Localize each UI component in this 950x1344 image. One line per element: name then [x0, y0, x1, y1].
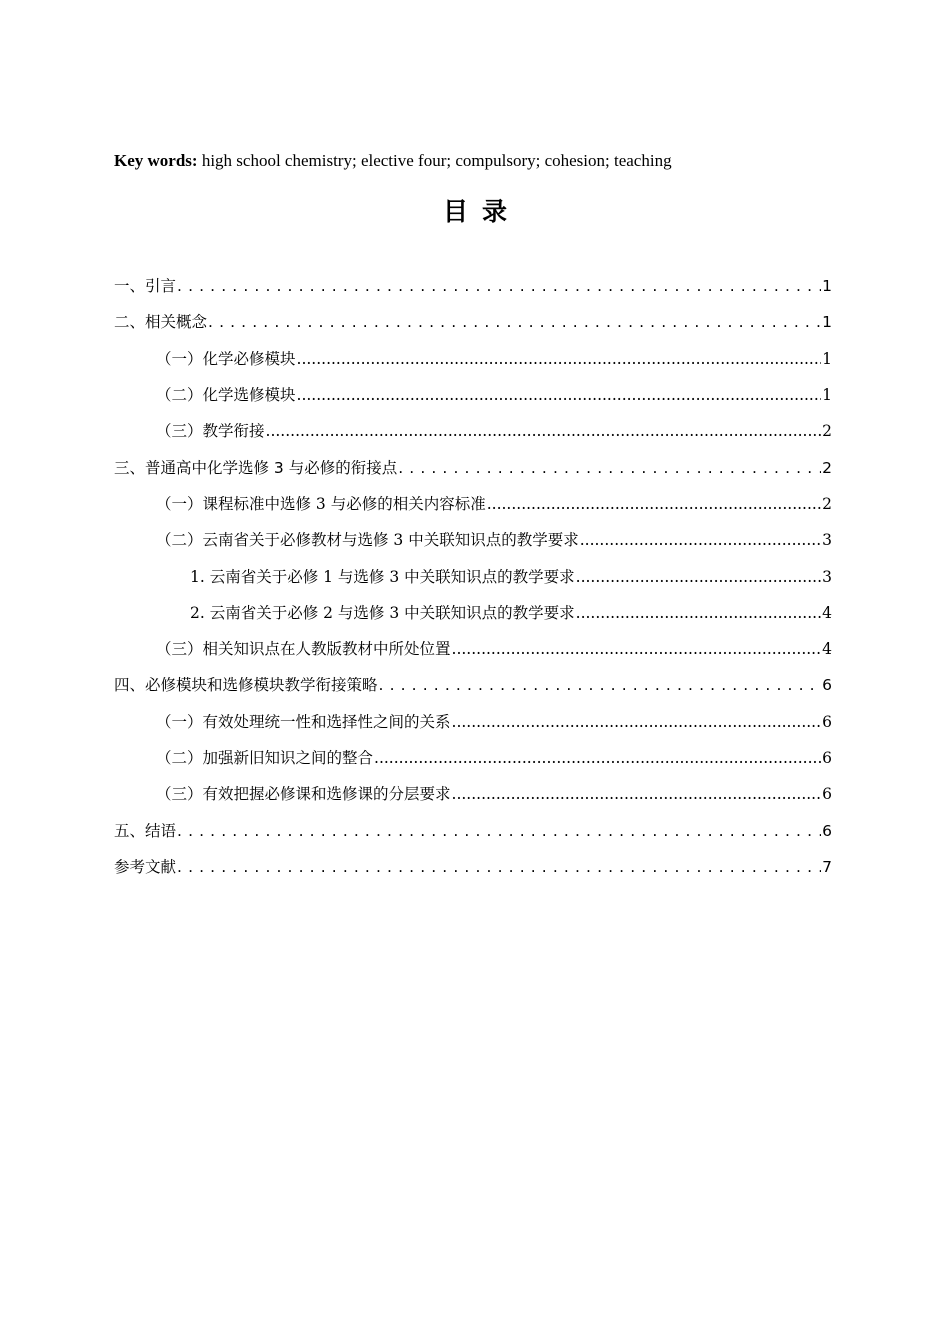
- toc-entry[interactable]: [114, 486, 832, 522]
- toc-entry[interactable]: [114, 341, 832, 377]
- toc-dot-leader: [297, 385, 822, 405]
- toc-dot-leader: [452, 639, 822, 659]
- toc-entry-page-number: 1: [822, 386, 832, 405]
- toc-entry-title: （一）有效处理统一性和选择性之间的关系: [156, 712, 451, 731]
- toc-entry-page-number: 3: [822, 531, 832, 550]
- toc-entry-title: 1. 云南省关于必修 1 与选修 3 中关联知识点的教学要求: [190, 567, 575, 586]
- toc-entry-title: （一）课程标准中选修 3 与必修的相关内容标准: [156, 494, 486, 513]
- toc-entry-page-number: 6: [822, 749, 832, 767]
- keywords-text: high school chemistry; elective four; compulsory; cohesion; teaching: [197, 151, 672, 170]
- toc-dot-leader: [452, 784, 822, 804]
- toc-entry[interactable]: [114, 304, 832, 340]
- toc-entry[interactable]: [114, 812, 832, 848]
- toc-entry-page-number: 6: [822, 712, 832, 731]
- toc-entry-title: （二）化学选修模块: [156, 386, 296, 405]
- table-of-contents: [114, 268, 832, 885]
- toc-entry-page-number: 1: [822, 313, 832, 332]
- toc-entry[interactable]: [114, 849, 832, 885]
- keywords-line: [114, 149, 874, 173]
- toc-dot-leader: [297, 349, 822, 369]
- toc-entry[interactable]: [114, 667, 832, 703]
- toc-entry-page-number: 1: [822, 277, 832, 296]
- toc-dot-leader: [266, 421, 822, 441]
- toc-entry-title: 二、相关概念: [114, 313, 208, 332]
- keywords-label: Key words:: [114, 151, 198, 170]
- toc-entry[interactable]: [114, 776, 832, 812]
- toc-dot-leader: [208, 312, 821, 332]
- toc-entry-title: （三）相关知识点在人教版教材中所处位置: [156, 640, 451, 659]
- toc-entry-title: （二）加强新旧知识之间的整合: [156, 749, 374, 767]
- toc-dot-leader: [576, 567, 821, 587]
- toc-dot-leader: [580, 530, 821, 550]
- toc-entry[interactable]: [114, 631, 832, 667]
- toc-dot-leader: [177, 857, 821, 877]
- toc-dot-leader: [452, 712, 822, 732]
- toc-entry-title: （三）教学衔接: [156, 422, 265, 441]
- toc-entry-page-number: 1: [822, 349, 832, 368]
- toc-entry[interactable]: [114, 413, 832, 449]
- toc-entry-page-number: 3: [822, 567, 832, 586]
- toc-dot-leader: [374, 748, 821, 768]
- toc-entry-page-number: 4: [822, 640, 832, 659]
- toc-entry[interactable]: [114, 704, 832, 740]
- toc-entry[interactable]: [114, 558, 832, 594]
- toc-entry-page-number: 6: [822, 785, 832, 804]
- toc-entry[interactable]: [114, 268, 832, 304]
- toc-entry[interactable]: [114, 449, 832, 485]
- toc-dot-leader: [177, 276, 821, 296]
- toc-dot-leader: [177, 821, 821, 841]
- toc-entry-title: （一）化学必修模块: [156, 349, 296, 368]
- toc-entry-title: 一、引言: [114, 277, 177, 296]
- toc-entry-title: 三、普通高中化学选修 3 与必修的衔接点: [114, 458, 398, 477]
- toc-entry[interactable]: [114, 377, 832, 413]
- toc-entry-page-number: 6: [822, 821, 832, 840]
- toc-dot-leader: [487, 494, 821, 514]
- toc-entry-page-number: 7: [822, 857, 832, 876]
- toc-entry-title: 参考文献: [114, 857, 177, 876]
- toc-title: 目录: [442, 197, 521, 226]
- toc-entry-page-number: 4: [822, 603, 832, 622]
- toc-entry[interactable]: [114, 740, 832, 776]
- toc-entry-title: （三）有效把握必修课和选修课的分层要求: [156, 785, 451, 804]
- toc-entry-title: 四、必修模块和选修模块教学衔接策略: [114, 676, 378, 695]
- toc-entry[interactable]: [114, 595, 832, 631]
- toc-entry-page-number: 6: [822, 676, 832, 695]
- toc-dot-leader: [398, 458, 821, 478]
- toc-entry-title: （二）云南省关于必修教材与选修 3 中关联知识点的教学要求: [156, 531, 579, 550]
- toc-entry[interactable]: [114, 522, 832, 558]
- toc-entry-page-number: 2: [822, 494, 832, 513]
- toc-entry-page-number: 2: [822, 422, 832, 441]
- toc-dot-leader: [379, 675, 822, 695]
- toc-entry-title: 2. 云南省关于必修 2 与选修 3 中关联知识点的教学要求: [190, 603, 575, 622]
- toc-dot-leader: [576, 603, 821, 623]
- toc-entry-title: 五、结语: [114, 821, 177, 840]
- toc-entry-page-number: 2: [822, 458, 832, 477]
